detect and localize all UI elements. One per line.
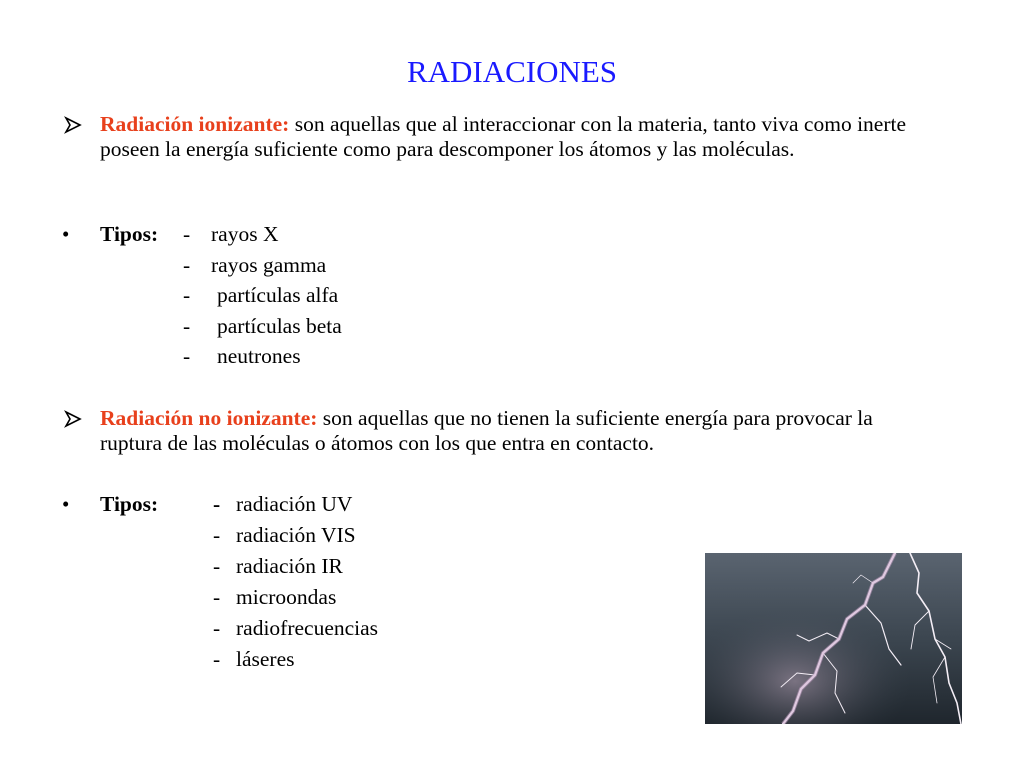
non-ionizing-text: son aquellas que no tienen la suficiente energía para provocar la ruptura de las moléculas o átomos con los que entra en contacto. xyxy=(100,406,873,455)
non-ionizing-type-item: láseres xyxy=(236,647,295,671)
dash: - xyxy=(213,492,221,516)
ionizing-paragraph xyxy=(100,112,960,161)
dash: - xyxy=(213,554,221,578)
dash: - xyxy=(183,253,191,277)
dash: - xyxy=(213,616,221,640)
lightning-photo xyxy=(705,553,962,724)
non-ionizing-term: Radiación no ionizante: xyxy=(100,406,318,430)
ionizing-type-item: partículas alfa xyxy=(217,283,339,307)
ionizing-text: son aquellas que al interaccionar con la materia, tanto viva como inerte poseen la energía suficiente como para descomponer los átomos y las moléculas. xyxy=(100,112,907,161)
dash: - xyxy=(213,523,221,547)
ionizing-term: Radiación ionizante: xyxy=(100,112,290,136)
slide-title: RADIACIONES xyxy=(406,54,618,89)
non-ionizing-type-item: radiación UV xyxy=(236,492,353,516)
non-ionizing-type-item: radiación IR xyxy=(236,554,343,578)
bullet-dot: • xyxy=(62,222,70,246)
ionizing-types-label: Tipos: xyxy=(100,222,159,246)
dash: - xyxy=(213,647,221,671)
non-ionizing-types-label: Tipos: xyxy=(100,492,159,516)
ionizing-type-item: rayos X xyxy=(211,222,279,246)
dash: - xyxy=(183,222,191,246)
lightning-image xyxy=(705,553,962,724)
ionizing-type-item: partículas beta xyxy=(217,314,342,338)
dash: - xyxy=(183,314,191,338)
arrow-bullet-icon xyxy=(64,116,82,134)
non-ionizing-paragraph xyxy=(100,406,930,455)
non-ionizing-type-item: microondas xyxy=(236,585,337,609)
non-ionizing-type-item: radiación VIS xyxy=(236,523,356,547)
dash: - xyxy=(213,585,221,609)
dash: - xyxy=(183,344,191,368)
dash: - xyxy=(183,283,191,307)
ionizing-type-item: neutrones xyxy=(217,344,301,368)
bullet-dot: • xyxy=(62,492,70,516)
non-ionizing-type-item: radiofrecuencias xyxy=(236,616,379,640)
ionizing-type-item: rayos gamma xyxy=(211,253,327,277)
arrow-bullet-icon xyxy=(64,410,82,428)
